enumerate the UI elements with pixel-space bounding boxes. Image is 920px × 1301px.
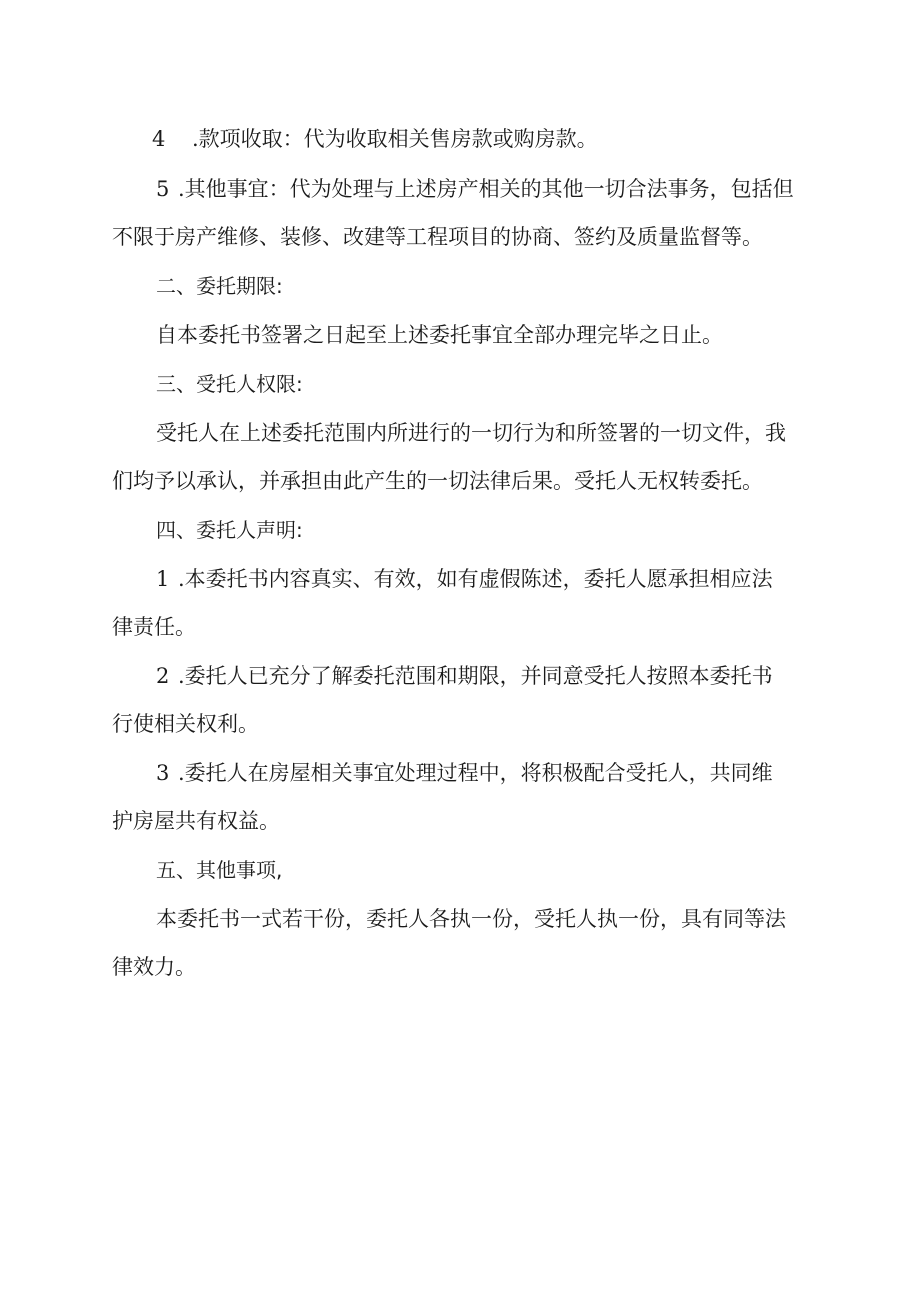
section-4-item-1-line-1 <box>156 564 773 594</box>
section-5-line-1: 本委托书一式若干份，委托人各执一份，受托人执一份，具有同等法 <box>156 907 786 931</box>
section-3-line-2: 们均予以承认，并承担由此产生的一切法律后果。受托人无权转委托。 <box>112 469 763 493</box>
section-4-item-2-number: 2 <box>156 664 170 688</box>
section-3-heading: 三、受托人权限: <box>156 372 303 396</box>
section-4-item-1-line-2: 律责任。 <box>112 615 196 639</box>
section-4-item-2-line-2: 行使相关权利。 <box>112 712 259 736</box>
item-5-line-2: 不限于房产维修、装修、改建等工程项目的协商、签约及质量监督等。 <box>112 225 763 249</box>
section-4-item-3-text-1: .委托人在房屋相关事宜处理过程中，将积极配合受托人，共同维 <box>178 761 773 785</box>
item-5-text-1: .其他事宜：代为处理与上述房产相关的其他一切合法事务，包括但 <box>178 177 794 201</box>
section-4-item-3-line-2: 护房屋共有权益。 <box>112 809 280 833</box>
item-4-text: .款项收取：代为收取相关售房款或购房款。 <box>192 127 598 151</box>
section-5-line-2: 律效力。 <box>112 955 196 979</box>
section-4-item-2-line-1 <box>156 661 773 691</box>
item-5-number: 5 <box>156 177 170 201</box>
item-4-number: 4 <box>152 127 166 151</box>
section-4-item-1-number: 1 <box>156 567 170 591</box>
section-4-heading: 四、委托人声明: <box>156 518 303 542</box>
section-4-item-3-line-1 <box>156 758 773 788</box>
section-3-line-1: 受托人在上述委托范围内所进行的一切行为和所签署的一切文件，我 <box>156 421 786 445</box>
section-4-item-2-text-1: .委托人已充分了解委托范围和期限，并同意受托人按照本委托书 <box>178 664 773 688</box>
item-4-line <box>152 124 598 154</box>
section-4-item-1-text-1: .本委托书内容真实、有效，如有虚假陈述，委托人愿承担相应法 <box>178 567 773 591</box>
section-2-body: 自本委托书签署之日起至上述委托事宜全部办理完毕之日止。 <box>156 323 723 347</box>
section-5-heading: 五、其他事项, <box>156 858 283 882</box>
section-2-heading: 二、委托期限: <box>156 274 283 298</box>
item-5-line-1 <box>156 174 794 204</box>
section-4-item-3-number: 3 <box>156 761 170 785</box>
